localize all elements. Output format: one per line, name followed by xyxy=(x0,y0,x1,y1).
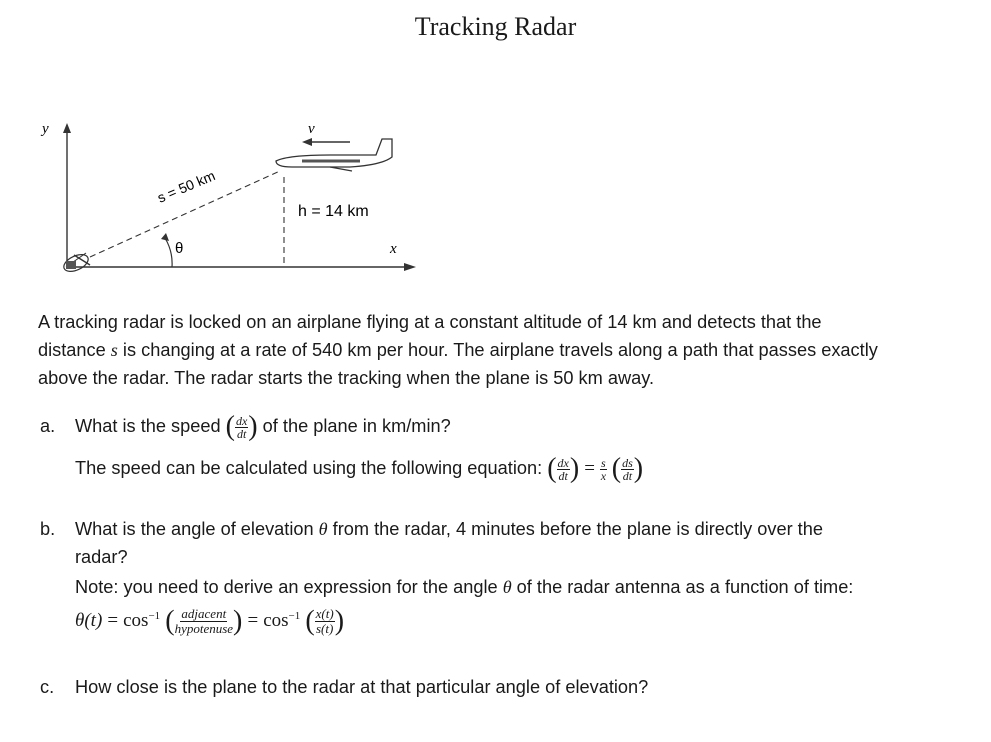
question-c-label: c. xyxy=(40,677,55,697)
radar-icon xyxy=(61,251,90,275)
question-c-text: How close is the plane to the radar at that particular angle of elevation? xyxy=(75,677,649,697)
velocity-label: v xyxy=(308,121,315,137)
distance-label: s = 50 km xyxy=(154,167,218,206)
question-a-label: a. xyxy=(40,416,56,436)
intro-paragraph xyxy=(38,308,958,392)
y-axis-label: y xyxy=(42,121,49,137)
question-a-equation: The speed can be calculated using the following equation: ( $\frac{dx}{dt}$ ) = $\frac{s}{x}$ ( $\frac{ds}{dt}$ ) xyxy=(75,453,644,485)
question-b-equation: $\theta(t) = \cos^{-1}$ ( $\frac{\text{adjacent}}{\text{hypotenuse}}$ ) = $\cos^{-1}$ ( $\frac{x(t)}{s(t)}$ ) xyxy=(75,605,345,637)
question-a-text: What is the speed ( $\frac{dx}{dt}$ ) of the plane in km/min? xyxy=(75,411,451,443)
intro-line-2: distance s is changing at a rate of 540 km per hour. The airplane travels along a path that passes exactly xyxy=(38,340,878,360)
airplane-icon xyxy=(276,139,392,171)
intro-line-1: A tracking radar is locked on an airplane flying at a constant altitude of 14 km and detects that the xyxy=(38,312,822,332)
dxdt-fraction: $\frac{dx}{dt}$ xyxy=(235,413,248,441)
angle-arc xyxy=(165,238,172,267)
question-b-text: What is the angle of elevation θ from the radar, 4 minutes before the plane is directly over the radar? Note: you need to derive an expression for the angle θ of the radar antenna as a function of time: xyxy=(75,519,854,597)
y-axis-arrow xyxy=(63,123,71,133)
page-title: Tracking Radar xyxy=(414,12,577,41)
x-axis-label: x xyxy=(390,241,397,257)
height-label: h = 14 km xyxy=(298,203,369,220)
x-axis-arrow xyxy=(404,263,416,271)
question-b-label: b. xyxy=(40,519,56,539)
angle-label: θ xyxy=(175,240,184,257)
radar-diagram xyxy=(30,115,430,285)
intro-line-3: above the radar. The radar starts the tracking when the plane is 50 km away. xyxy=(38,368,655,388)
